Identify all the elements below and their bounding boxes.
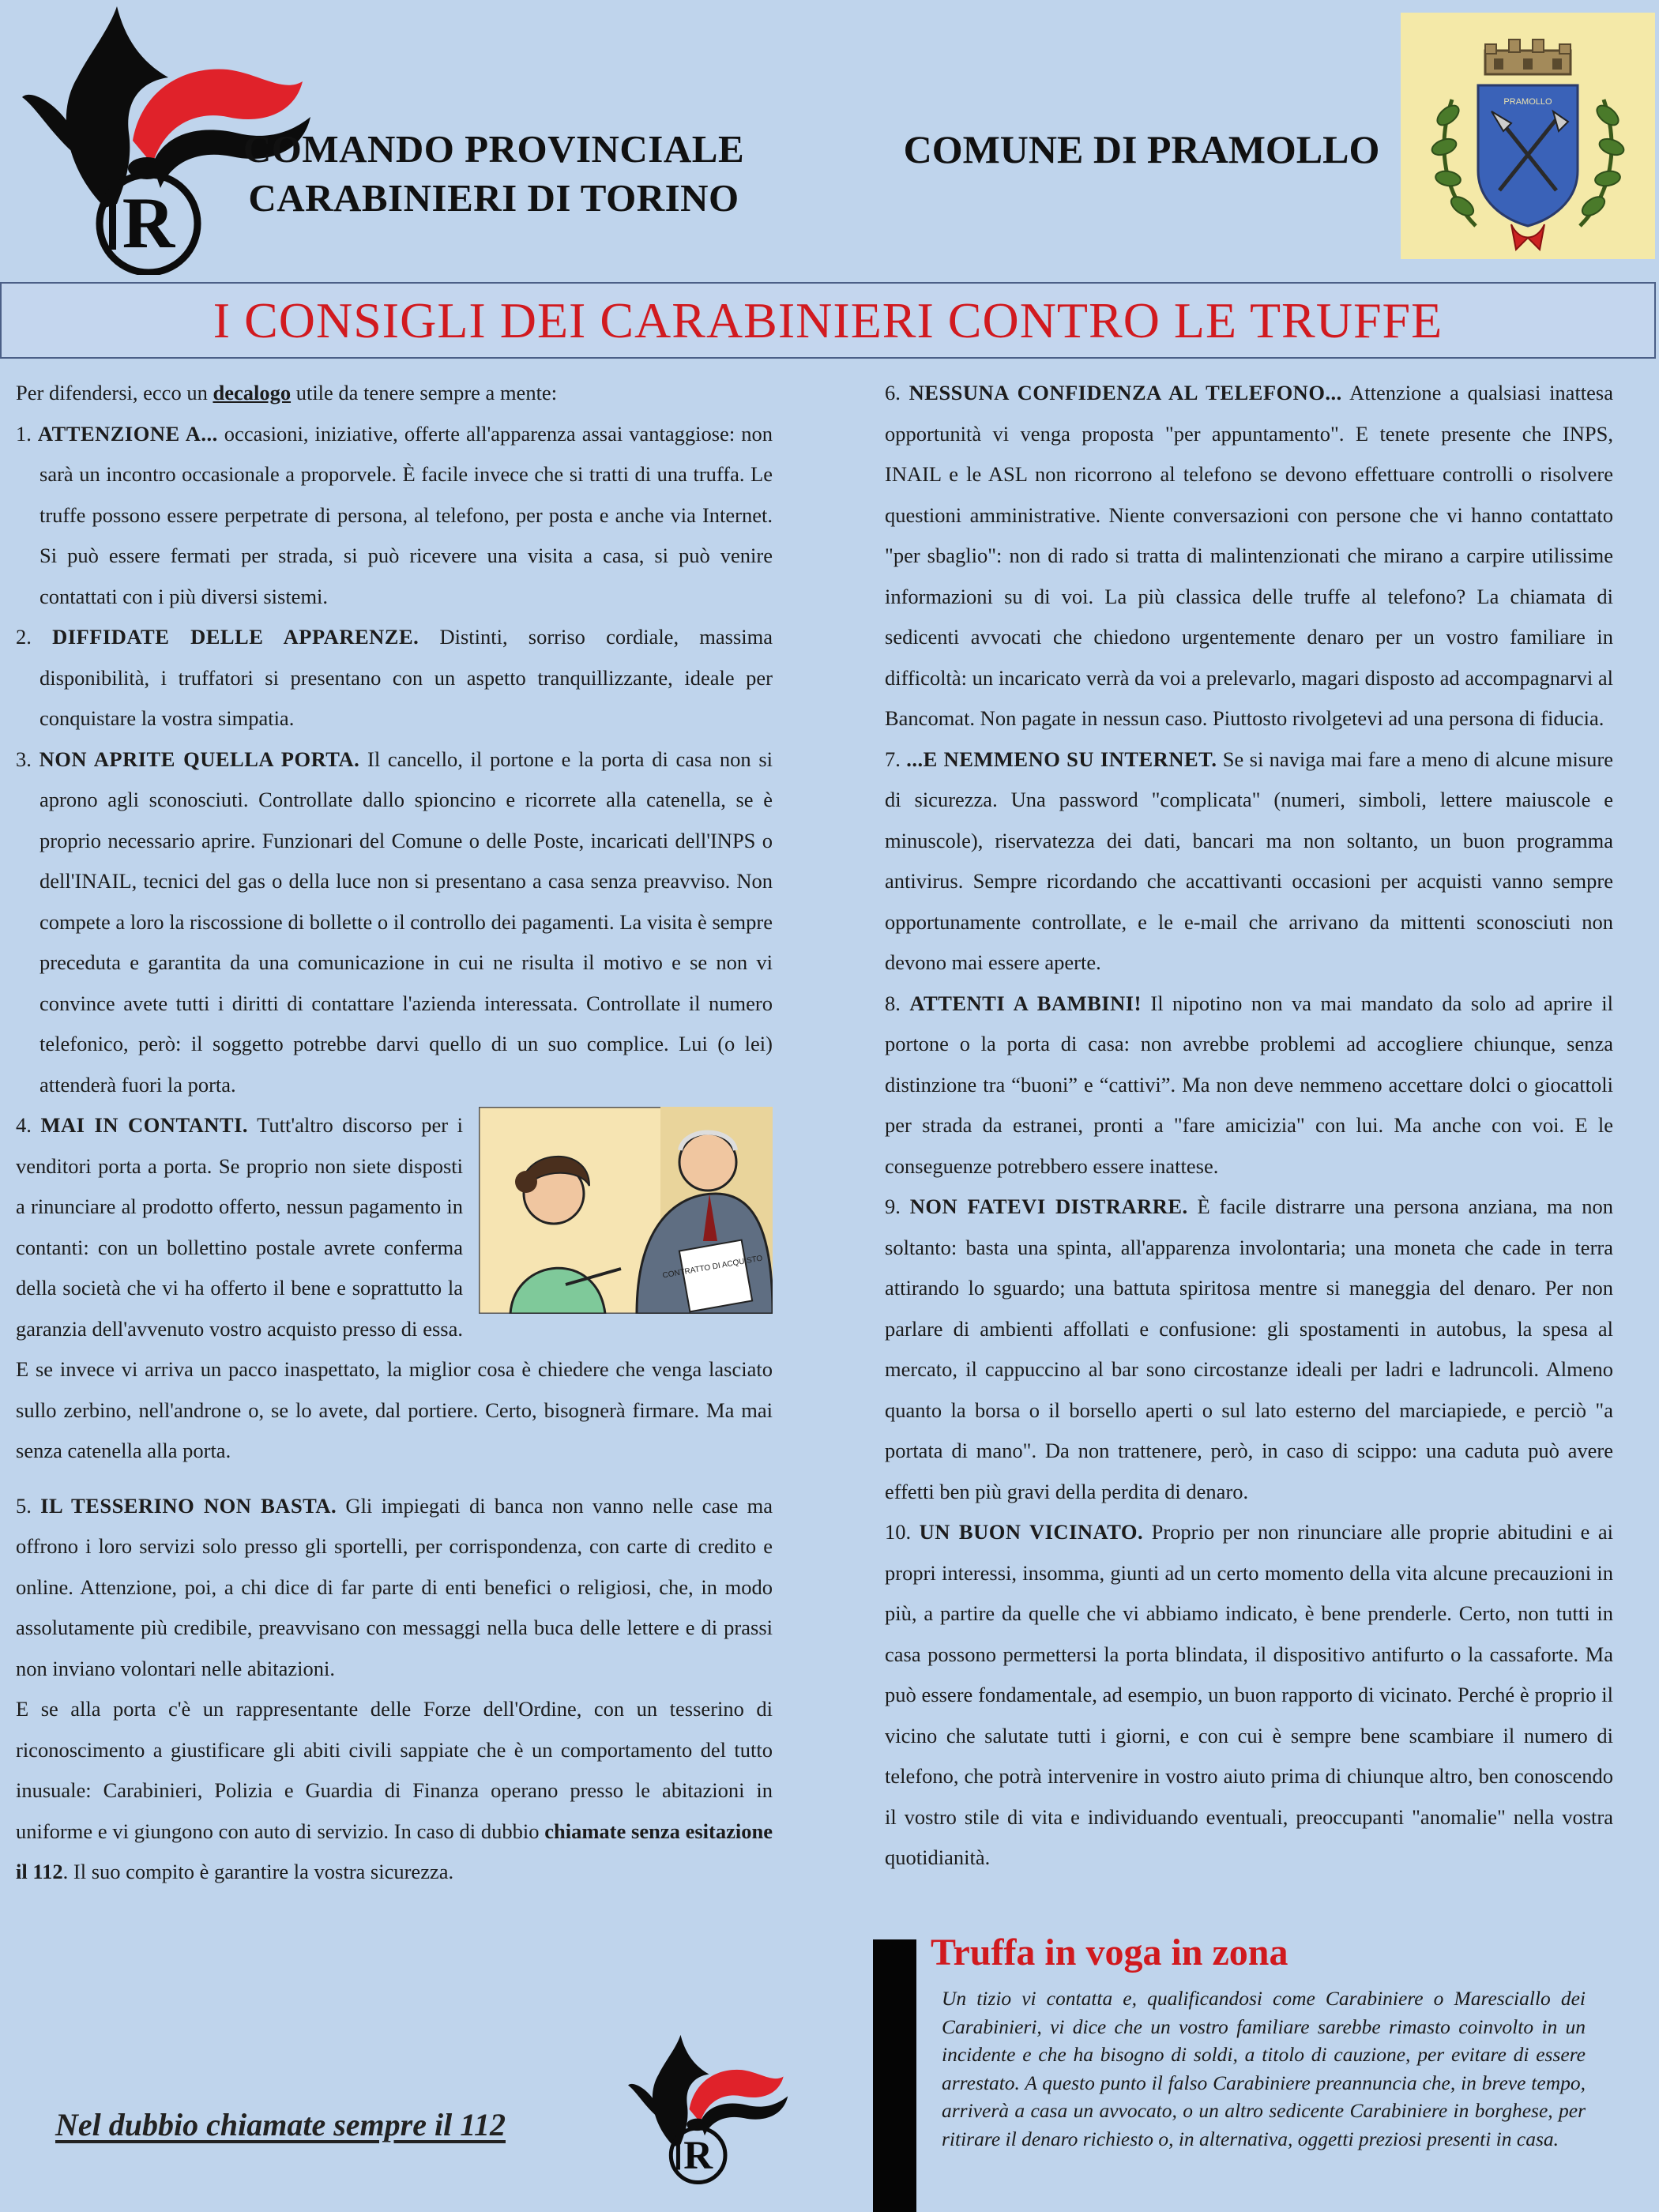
- tip-item: [16, 1486, 773, 1690]
- box-bar: [873, 1939, 916, 2212]
- tip-text: È facile distrarre una persona anziana, ma non soltanto: basta una spinta, all'apparenza involontaria; una moneta che cade in terra attirando lo sguardo; una battuta spiritosa mentre si maneggia del denaro. Per non parlare di ambienti affollati e confusione: gli spostamenti in autobus, la spesa al mercato, il cappuccino al bar sono circostanze ideali per ladri e ladruncoli. Almeno quanto la borsa o il borsello aperti o sul lato esterno del marciapiede, e perciò "a portata di mano". Da non trattenere, però, in caso di scippo: una caduta può avere effetti ben più gravi della perdita di denaro.: [885, 1194, 1614, 1503]
- tip-title: IL TESSERINO NON BASTA.: [40, 1493, 337, 1518]
- tip-text: Gli impiegati di banca non vanno nelle case ma offrono i loro servizi solo presso gli sportelli, per corrispondenza, con carte di credito e online. Attenzione, poi, a chi dice di far parte di enti benefici o religiosi, che, in modo assolutamente più credibile, preavvisano con messaggi nella buca delle lettere e di prassi non inviano volontari nelle abitazioni.: [16, 1493, 773, 1680]
- intro-text-end: utile da tenere sempre a mente:: [291, 381, 558, 404]
- door-salesman-illustration: [479, 1107, 773, 1314]
- comune-crest: [1401, 13, 1655, 259]
- intro-highlight: decalogo: [213, 381, 292, 404]
- tip-item: [16, 414, 773, 618]
- tip-item: [885, 373, 1613, 739]
- intro-text: Per difendersi, ecco un: [16, 381, 213, 404]
- tip-item: [16, 617, 773, 739]
- tip-item: [16, 1105, 773, 1472]
- tip-text: Distinti, sorriso cordiale, massima disponibilità, i truffatori si presentano con un aspetto tranquillizzante, ideale per conquistare la vostra simpatia.: [40, 625, 773, 730]
- box-title: Truffa in voga in zona: [931, 1932, 1288, 1973]
- tip-text: Proprio per non rinunciare alle proprie abitudini e ai propri interessi, insomma, giunti ad un certo momento della vita alcune precauzioni in più, a partire da quelle che vi abbiamo indicato, è bene prenderle. Certo, non tutti in casa possono permettersi la porta blindata, il dispositivo antifurto o la cassaforte. Ma può essere fondamentale, ad esempio, un buon rapporto di vicinato. Perché è proprio il vicino che salutate tutti i giorni, e con cui è sempre bene scambiare il numero di telefono, che potrà intervenire in vostro aiuto prima di chiunque altro, ben conoscendo il vostro stile di vita e individuando eventuali, preoccupanti "anomalie" nella vostra quotidianità.: [885, 1520, 1613, 1869]
- title-banner: [0, 282, 1656, 359]
- tip-text: Il cancello, il portone e la porta di casa non si aprono agli sconosciuti. Controllate dallo spioncino e ricorrete alla catenella, se è proprio necessario aprire. Funzionari del Comune o delle Poste, incaricati dell'INPS o dell'INAIL, tecnici del gas o della luce non si presentano a casa senza preavviso. Non compete a loro la riscossione di bollette o il controllo dei pagamenti. La visita è sempre preceduta e garantita da una comunicazione in cui ne risulta il motivo e se non vi convince avete tutti i diritti di contattare l'azienda interessata. Controllate il numero telefonico, però: il soggetto potrebbe darvi quello di un suo complice. Lui (o lei) attenderà fuori la porta.: [40, 747, 773, 1097]
- carabinieri-logo-small: [628, 2034, 790, 2184]
- tip-number: 8.: [885, 991, 901, 1015]
- intro: [16, 373, 773, 414]
- tip-title: MAI IN CONTANTI.: [40, 1113, 249, 1137]
- tip-number: 5.: [16, 1493, 32, 1518]
- tip-extra-bold: chiamate senza esitazione il 112: [16, 1819, 773, 1883]
- tip-text: Tutt'altro discorso per i venditori porta a porta. Se proprio non siete disposti a rinunciare al prodotto offerto, nessun pagamento in contanti: con un bollettino postale avrete conferma della società che vi ha offerto il bene e soprattutto la garanzia dell'avvenuto vostro acquisto presso di essa. E se invece vi arriva un pacco inaspettato, la miglior cosa è chiedere che venga lasciato sullo zerbino, nell'androne o, se lo avete, dal portiere. Certo, bisognerà firmare. Ma mai senza catenella alla porta.: [16, 1113, 773, 1462]
- svg-text:R: R: [683, 2133, 713, 2178]
- tip-number: 9.: [885, 1194, 901, 1218]
- tip-title: UN BUON VICINATO.: [919, 1520, 1144, 1544]
- motto: Nel dubbio chiamate sempre il 112: [55, 2107, 506, 2142]
- tip-title: NESSUNA CONFIDENZA AL TELEFONO...: [908, 381, 1342, 404]
- tip-text: Attenzione a qualsiasi inattesa opportunità vi venga proposta "per appuntamento". E tenete presente che INPS, INAIL e le ASL non ricorrono al telefono se devono effettuare controlli o risolvere questioni amministrative. Niente conversazioni con persone che vi hanno contattato "per sbaglio": non di rado si tratta di malintenzionati che mirano a carpire utilissime informazioni su di voi. La più classica delle truffe al telefono? La chiamata di sedicenti avvocati che chiedono urgentemente denaro per un vostro familiare in difficoltà: un incaricato verrà da voi a prelevarlo, magari disposto ad accompagnarvi al Bancomat. Non pagate in nessun caso. Piuttosto rivolgetevi ad una persona di fiducia.: [885, 381, 1614, 730]
- tip-number: 10.: [885, 1520, 912, 1544]
- tip-text: Il nipotino non va mai mandato da solo ad aprire il portone o la porta di casa: non avrebbe problemi ad accogliere chiunque, senza distinzione tra “buoni” e “cattivi”. Ma non deve nemmeno accettare dolci o giocattoli per strada da estranei, pronti a "fare amicizia" con lui. Ma anche con voi. E le conseguenze potrebbero essere inattese.: [885, 991, 1614, 1178]
- org-title-line1: COMANDO PROVINCIALE: [243, 127, 745, 171]
- tip-item: [885, 984, 1613, 1187]
- tip-text: occasioni, iniziative, offerte all'apparenza assai vantaggiose: non sarà un incontro occasionale a proporvele. È facile invece che si tratti di una truffa. Le truffe possono essere perpetrate di persona, al telefono, per posta e anche via Internet. Si può essere fermati per strada, si può ricevere una visita a casa, si può venire contattati con i più diversi sistemi.: [40, 421, 773, 608]
- crest-motto: PRAMOLLO: [1503, 97, 1552, 107]
- box-text: Un tizio vi contatta e, qualificandosi come Carabiniere o Maresciallo dei Carabinieri, vi dice che un vostro familiare sarebbe rimasto coinvolto in un incidente e che ha bisogno di soldi, a titolo di cauzione, per evitare di essere arrestato. A questo punto il falso Carabiniere preannuncia che, in breve tempo, arriverà a casa un avvocato, o un altro sedicente Carabiniere in borghese, per ritirare il denaro richiesto o, in alternativa, oggetti preziosi presenti in casa.: [942, 1987, 1586, 2150]
- tip-item: [885, 739, 1613, 984]
- tip-item: [16, 739, 773, 1106]
- tip-extra-text: E se alla porta c'è un rappresentante delle Forze dell'Ordine, con un tesserino di riconoscimento a giustificare gli abiti civili sappiate che è un comportamento del tutto inusuale: Carabinieri, Polizia e Guardia di Finanza operano presso le abitazioni in uniforme e vi giungono con auto di servizio. In caso di dubbio: [16, 1697, 773, 1843]
- left-column: [16, 373, 773, 1893]
- org-title: [225, 125, 762, 223]
- banner-title: I CONSIGLI DEI CARABINIERI CONTRO LE TRUFFE: [213, 292, 1443, 348]
- tip-title: ...E NEMMENO SU INTERNET.: [906, 747, 1217, 771]
- tip-title: ATTENTI A BAMBINI!: [909, 991, 1142, 1015]
- tip-number: 4.: [16, 1113, 32, 1137]
- tip-extra-end: . Il suo compito è garantire la vostra sicurezza.: [62, 1860, 454, 1883]
- contract-label: CONTRATTO DI ACQUISTO: [661, 1254, 764, 1281]
- comune-title: COMUNE DI PRAMOLLO: [903, 127, 1380, 171]
- tip-text: Se si naviga mai fare a meno di alcune misure di sicurezza. Una password "complicata" (numeri, simboli, lettere maiuscole e minuscole), riservatezza dei dati, bancari ma non soltanto, un buon programma antivirus. Sempre ricordando che accattivanti occasioni per acquisti vanno sempre opportunamente controllate, e le e-mail che arrivano da mittenti sconosciuti non devono mai essere aperte.: [885, 747, 1613, 974]
- tip-title: ATTENZIONE A...: [37, 421, 218, 446]
- tip-item: [885, 1512, 1613, 1879]
- org-title-line2: CARABINIERI DI TORINO: [248, 176, 739, 220]
- tip-number: 6.: [885, 381, 901, 404]
- tip-number: 2.: [16, 625, 32, 649]
- tip-number: 3.: [16, 747, 32, 771]
- monogram: R: [122, 182, 175, 263]
- tip-title: DIFFIDATE DELLE APPARENZE.: [52, 625, 419, 649]
- tip-item: [885, 1187, 1613, 1512]
- tip-title: NON APRITE QUELLA PORTA.: [39, 747, 360, 771]
- right-column: [885, 373, 1613, 1879]
- tip-item-extra: [16, 1689, 773, 1893]
- tip-number: 1.: [16, 421, 32, 446]
- tip-title: NON FATEVI DISTRARRE.: [909, 1194, 1188, 1218]
- tip-number: 7.: [885, 747, 901, 771]
